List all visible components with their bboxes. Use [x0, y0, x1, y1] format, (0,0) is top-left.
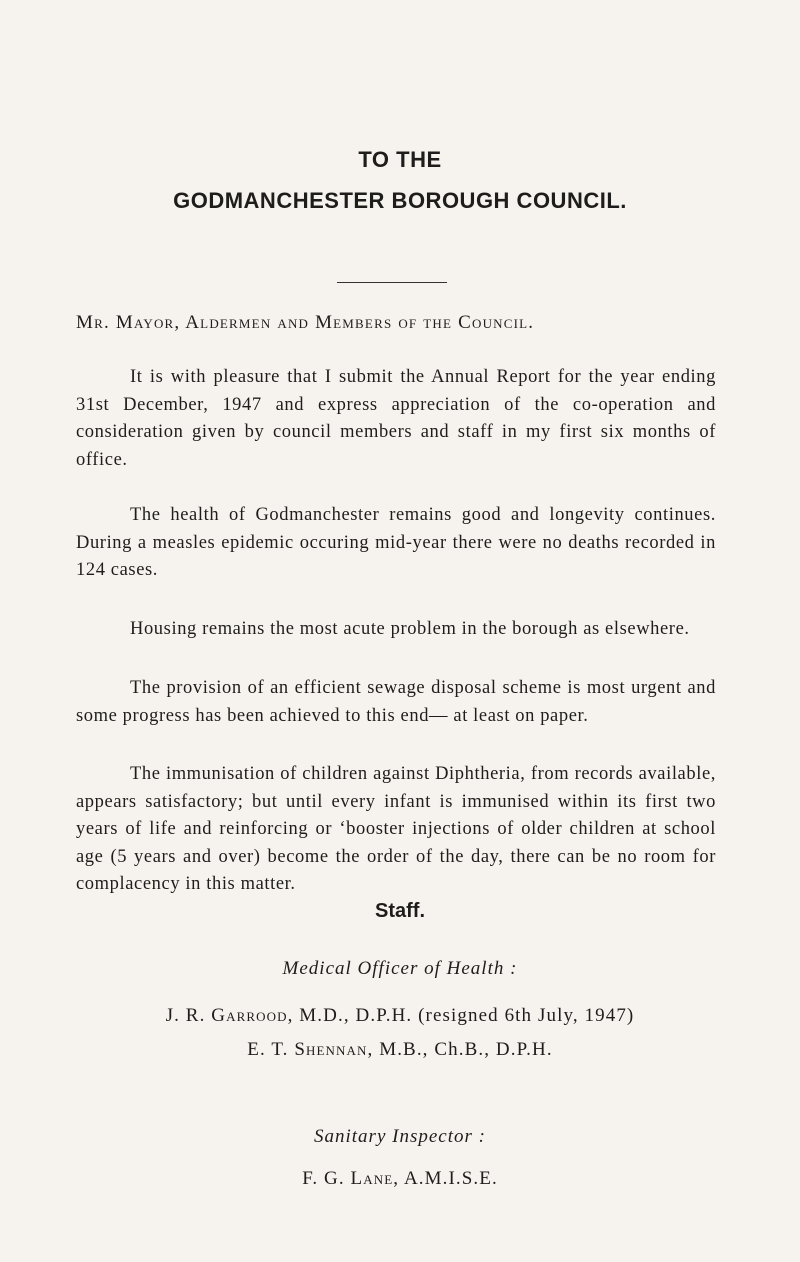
- person-details: M.B., Ch.B., D.P.H.: [373, 1039, 553, 1060]
- person-name: J. R. Garrood,: [165, 1005, 294, 1026]
- heading-to-the: TO THE: [358, 147, 442, 172]
- medical-officer-shennan: [0, 1039, 800, 1061]
- heading-council: GODMANCHESTER BOROUGH COUNCIL.: [173, 188, 627, 213]
- person-name: F. G. Lane,: [302, 1168, 400, 1189]
- paragraph-health: The health of Godmanchester remains good and longevity continues. During a measles epidemic occuring mid-year there were no deaths recorded in 124 cases.: [76, 505, 716, 580]
- paragraph-housing: Housing remains the most acute problem in the borough as elsewhere.: [130, 619, 690, 639]
- sanitary-inspector-role: Sanitary Inspector :: [314, 1126, 486, 1147]
- divider: [337, 282, 447, 283]
- medical-officer-garrood: [0, 1005, 800, 1027]
- medical-officer-role: Medical Officer of Health :: [282, 958, 518, 979]
- staff-heading: Staff.: [375, 900, 425, 922]
- salutation: Mr. Mayor, Aldermen and Members of the Council.: [76, 312, 535, 333]
- paragraph-sewage: The provision of an efficient sewage disposal scheme is most urgent and some progress has been achieved to this end— at least on paper.: [76, 678, 716, 726]
- paragraph-annual-report: It is with pleasure that I submit the Annual Report for the year ending 31st December, 1947 and express appreciation of the co-operation and consideration given by council members and staff in my first six months of office.: [76, 367, 716, 470]
- paragraph-immunisation: The immunisation of children against Diphtheria, from records available, appears satisfactory; but until every infant is immunised within its first two years of life and reinforcing or ‘booster injections of older children at school age (5 years and over) become the order of the day, there can be no room for complacency in this matter.: [76, 764, 716, 894]
- person-name: E. T. Shennan,: [247, 1039, 374, 1060]
- person-details: M.D., D.P.H. (resigned 6th July, 1947): [293, 1005, 635, 1026]
- sanitary-inspector-lane: [0, 1168, 800, 1190]
- person-details: A.M.I.S.E.: [399, 1168, 498, 1189]
